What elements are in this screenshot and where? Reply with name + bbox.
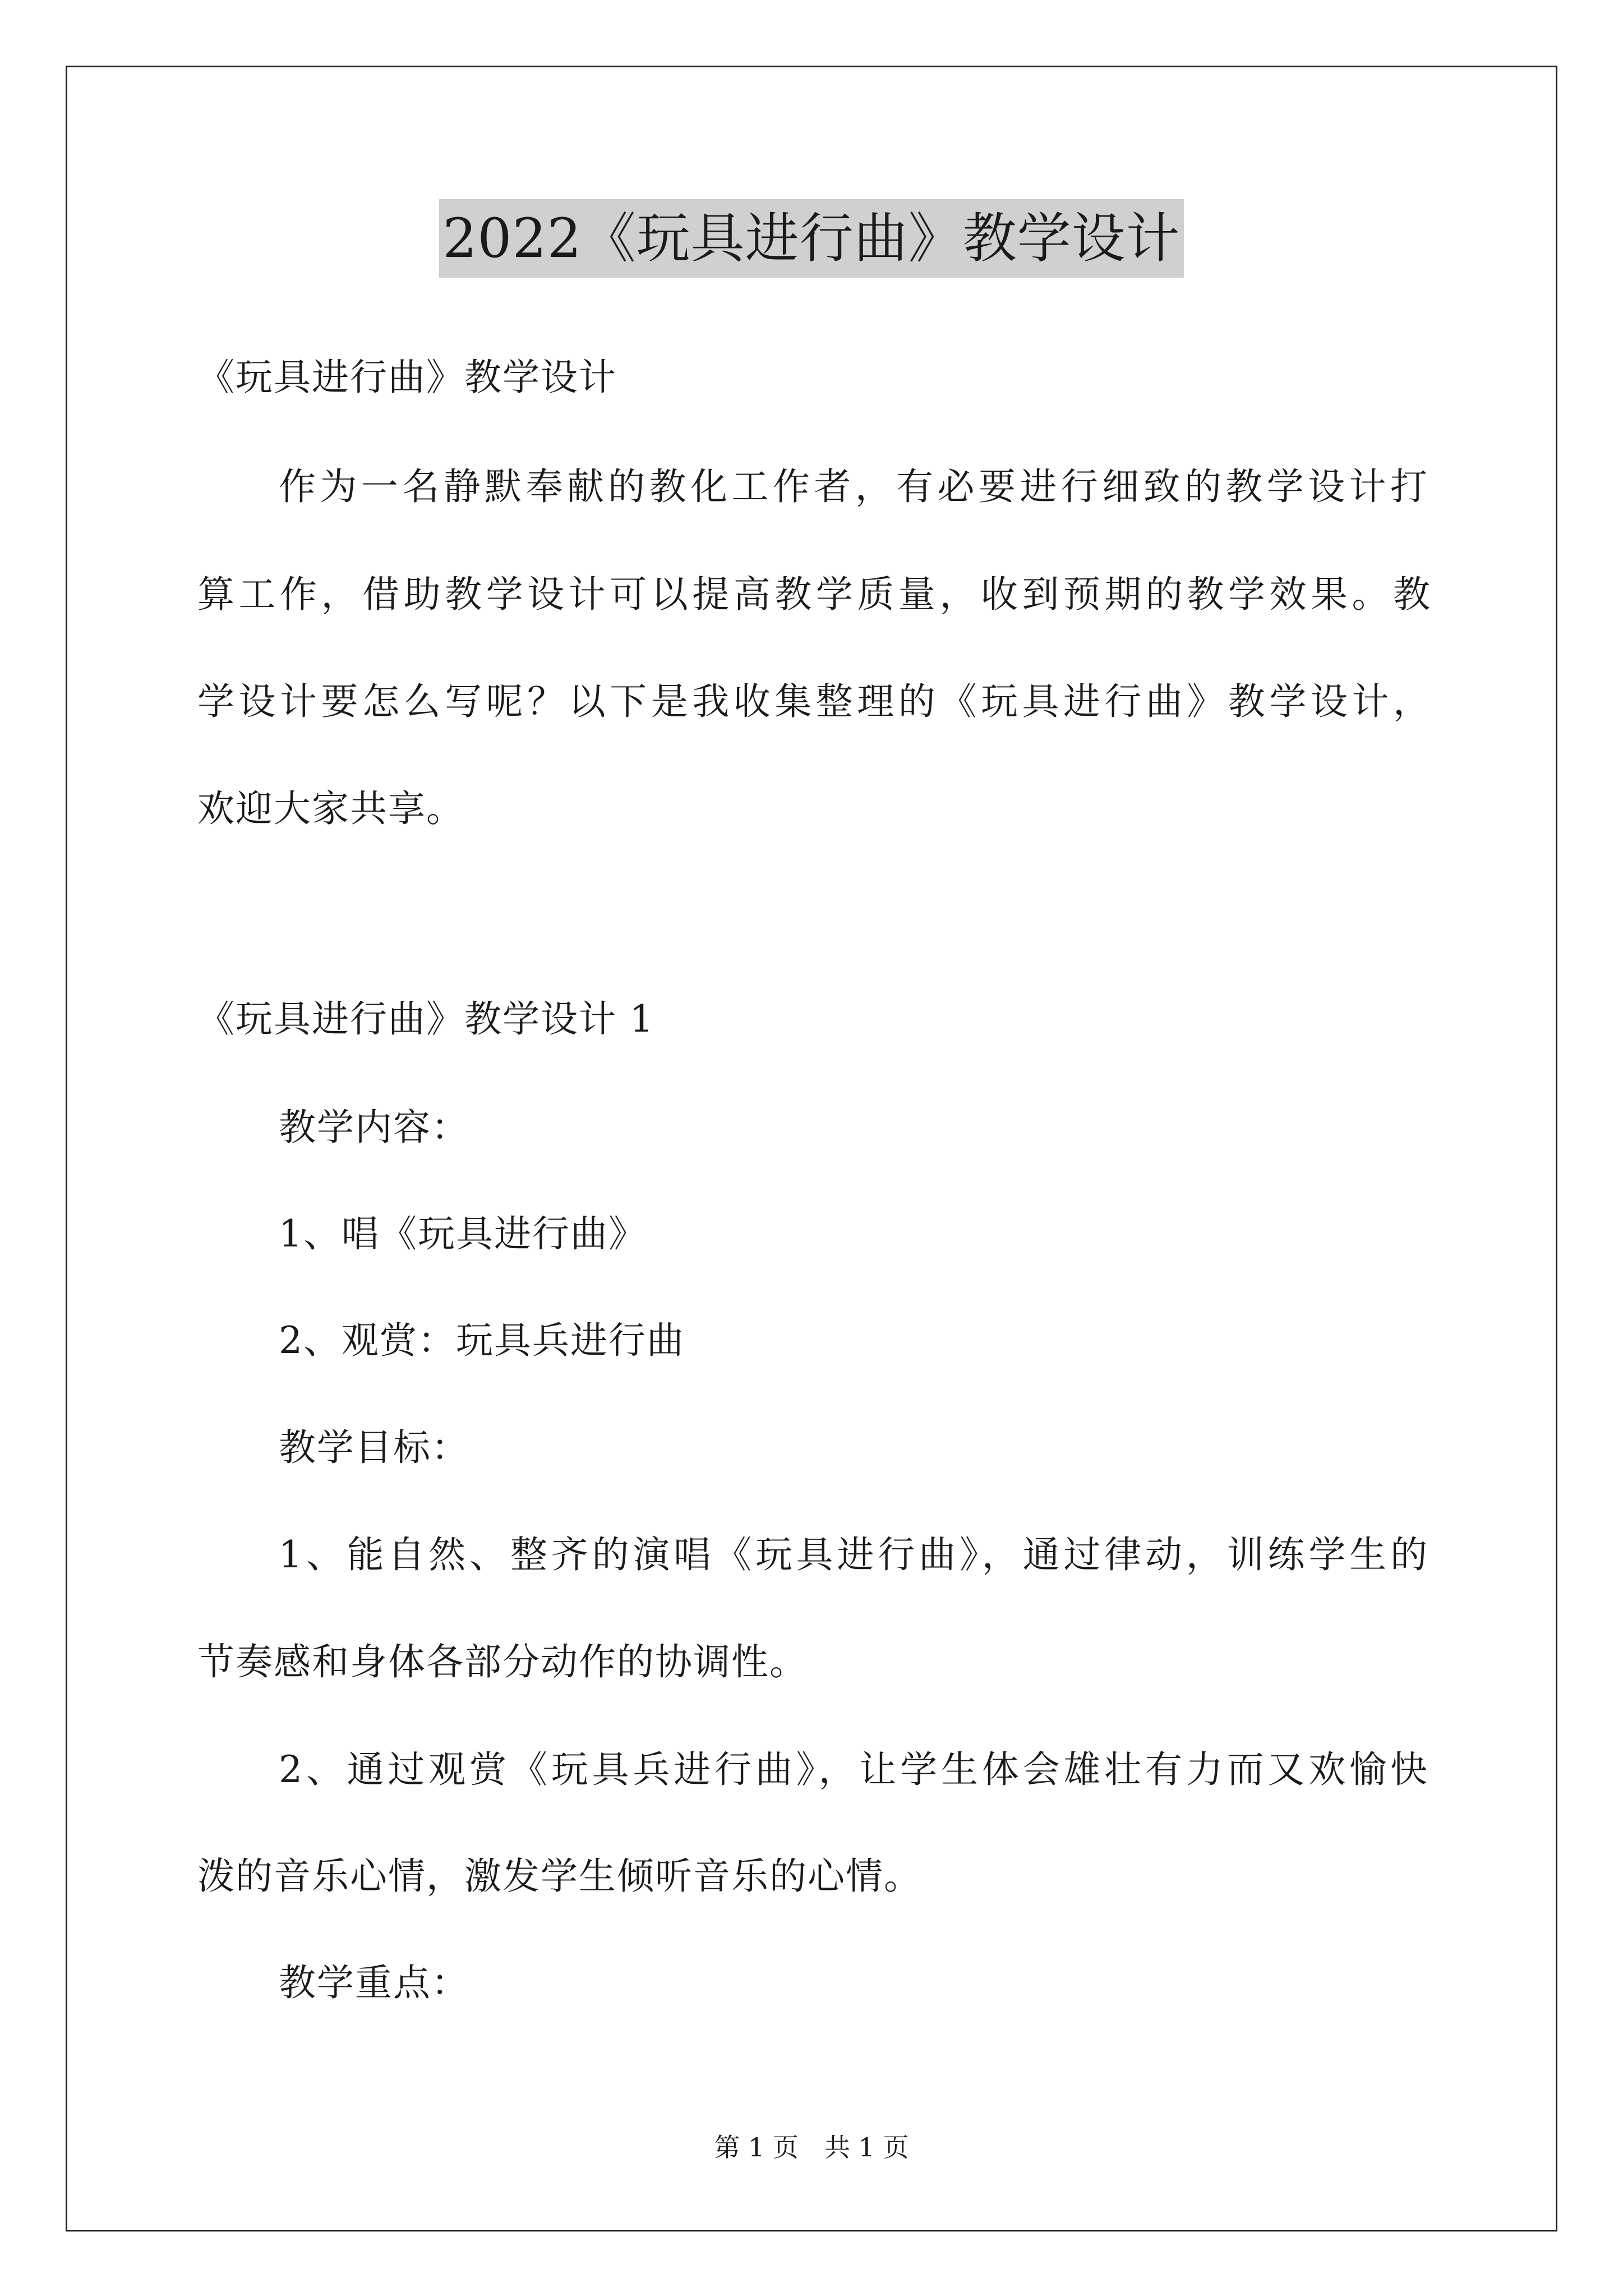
- goal-line-1: 1、能自然、整齐的演唱《玩具进行曲》，通过律动，训练学生的: [279, 1533, 1428, 1576]
- intro-line-4: 欢迎大家共享。: [197, 787, 464, 830]
- section-heading: 《玩具进行曲》教学设计 1: [197, 997, 654, 1041]
- goal-line-3: 2、通过观赏《玩具兵进行曲》，让学生体会雄壮有力而又欢愉快: [279, 1748, 1428, 1791]
- goal-line-2: 节奏感和身体各部分动作的协调性。: [197, 1640, 808, 1683]
- page-footer: 第 1 页 共 1 页: [714, 2132, 909, 2162]
- key-points-label: 教学重点：: [279, 1961, 469, 2004]
- intro-line-3: 学设计要怎么写呢？以下是我收集整理的《玩具进行曲》教学设计，: [197, 680, 1431, 723]
- goals-label: 教学目标：: [279, 1426, 469, 1469]
- document-subtitle: 《玩具进行曲》教学设计: [197, 356, 617, 399]
- document-title: 2022《玩具进行曲》教学设计: [439, 199, 1183, 278]
- title-block: [0, 199, 1623, 278]
- intro-line-1: 作为一名静默奉献的教化工作者，有必要进行细致的教学设计打: [279, 465, 1428, 508]
- content-item-2: 2、观赏：玩具兵进行曲: [279, 1319, 685, 1362]
- content-item-1: 1、唱《玩具进行曲》: [279, 1212, 647, 1255]
- intro-line-2: 算工作，借助教学设计可以提高教学质量，收到预期的教学效果。教: [197, 573, 1431, 616]
- content-label: 教学内容：: [279, 1106, 469, 1149]
- goal-line-4: 泼的音乐心情，激发学生倾听音乐的心情。: [197, 1855, 922, 1898]
